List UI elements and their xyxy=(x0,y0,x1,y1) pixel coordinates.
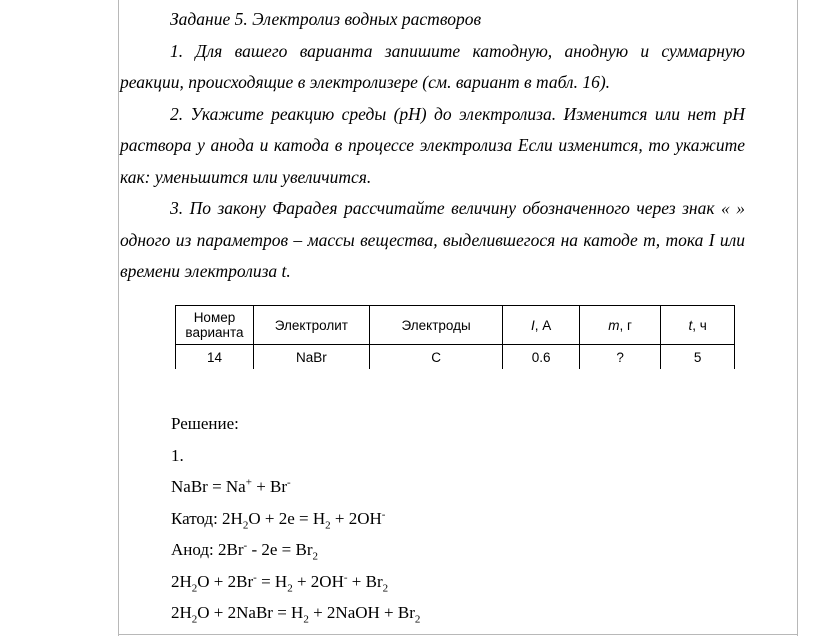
mass-unit: , г xyxy=(619,317,632,333)
ion-charge: - xyxy=(343,570,348,583)
table-row xyxy=(176,345,735,370)
table-header-row xyxy=(176,306,735,345)
equation-part: + 2OH xyxy=(330,508,382,528)
header-current xyxy=(503,306,579,345)
page-border-right xyxy=(797,0,798,636)
equation-part: + 2NaOH + Br xyxy=(308,603,415,622)
equation-part: O + 2Br xyxy=(197,571,254,591)
equation-part: O + 2NaBr = H xyxy=(197,603,304,622)
current-unit: , А xyxy=(534,317,552,333)
cell-variant: 14 xyxy=(176,345,254,370)
ion-charge: - xyxy=(243,539,248,552)
equation-part: 2H xyxy=(171,603,192,622)
header-time xyxy=(661,306,735,345)
subscript: 2 xyxy=(191,581,198,594)
cathode-equation xyxy=(171,503,731,535)
cell-mass: ? xyxy=(579,345,661,370)
equation-part: + Br xyxy=(251,477,288,496)
ionic-total-equation xyxy=(171,566,731,598)
ion-charge: - xyxy=(381,507,386,520)
cell-current: 0.6 xyxy=(503,345,579,370)
subscript: 2 xyxy=(382,581,389,594)
solution-step-number: 1. xyxy=(171,445,184,465)
current-symbol: I xyxy=(531,317,535,333)
ion-charge: - xyxy=(253,570,257,583)
equation-part: + 2OH xyxy=(292,571,344,591)
equation-part: - 2e = Br xyxy=(247,540,313,559)
variant-table xyxy=(175,305,735,369)
subscript: 2 xyxy=(303,613,309,626)
time-unit: , ч xyxy=(692,317,707,333)
equation-part: O + 2e = H xyxy=(248,508,326,528)
molecular-total-equation xyxy=(171,597,731,629)
ion-charge: - xyxy=(287,476,291,489)
dissociation-equation xyxy=(171,471,731,503)
anode-equation xyxy=(171,534,731,566)
header-mass xyxy=(579,306,661,345)
subscript: 2 xyxy=(287,581,293,594)
solution-block xyxy=(171,408,731,629)
mass-symbol: m xyxy=(608,317,620,333)
task-item-3: 3. По закону Фарадея рассчитайте величину обозначенного через знак « » одного из параметров – массы вещества, выделившегося на катоде m, тока I или времени электролиза t. xyxy=(120,198,745,281)
header-electrolyte: Электролит xyxy=(253,306,369,345)
cell-electrodes: C xyxy=(369,345,503,370)
equation-part: + Br xyxy=(347,571,383,591)
equation-part: Катод: 2H xyxy=(171,508,243,528)
solution-heading: Решение: xyxy=(171,414,239,433)
ion-charge: + xyxy=(245,476,252,489)
subscript: 2 xyxy=(325,518,331,531)
task-item-2: 2. Укажите реакцию среды (рН) до электролиза. Изменится или нет рН раствора у анода и катода в процессе электролиза Если изменится, то укажите как: уменьшится или увеличится. xyxy=(120,103,745,187)
header-variant: Номер варианта xyxy=(176,306,254,345)
equation-part: Анод: 2Br xyxy=(171,540,244,559)
page-border-bottom xyxy=(118,634,798,635)
cell-electrolyte: NaBr xyxy=(253,345,369,370)
task-block xyxy=(120,4,745,288)
subscript: 2 xyxy=(242,518,249,531)
subscript: 2 xyxy=(312,550,318,563)
equation-part: 2H xyxy=(171,571,192,591)
task-title: Задание 5. Электролиз водных растворов xyxy=(170,9,482,29)
cell-time: 5 xyxy=(661,345,735,370)
page-border-left xyxy=(118,0,119,636)
equation-part: NaBr = Na xyxy=(171,477,246,496)
subscript: 2 xyxy=(191,613,198,626)
equation-part: = H xyxy=(256,571,288,591)
task-item-1: 1. Для вашего варианта запишите катодную, анодную и суммарную реакции, происходящие в электролизере (см. вариант в табл. 16). xyxy=(120,40,745,92)
subscript: 2 xyxy=(414,613,421,626)
time-symbol: t xyxy=(688,317,693,333)
header-electrodes: Электроды xyxy=(369,306,503,345)
